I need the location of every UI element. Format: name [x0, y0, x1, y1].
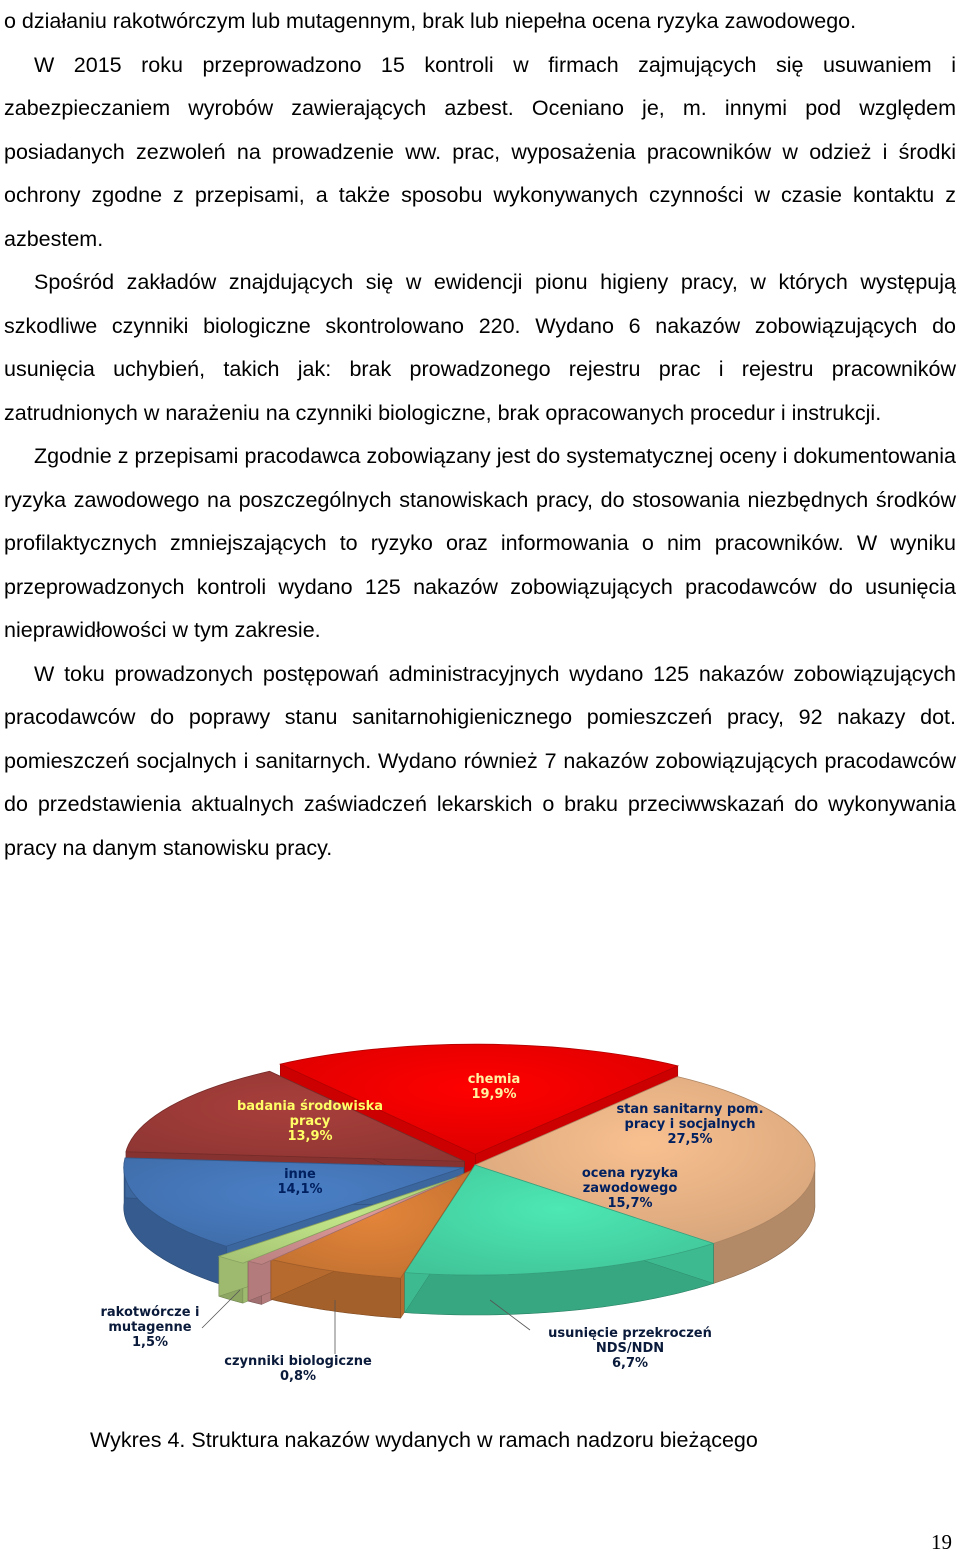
body-text	[4, 0, 956, 870]
pie-slice-label: chemia 19,9%	[467, 1072, 521, 1102]
pie-slice-label: czynniki biologiczne 0,8%	[224, 1354, 372, 1384]
paragraph: W 2015 roku przeprowadzono 15 kontroli w firmach zajmujących się usuwaniem i zabezpieczaniem wyrobów zawierających azbest. Oceniano je, m. innymi pod względem posiadanych zezwoleń na prowadzenie ww. prac, wyposażenia pracowników w odzież i środki ochrony zgodne z przepisami, a także sposobu wykonywanych czynności w czasie kontaktu z azbestem.	[4, 52, 956, 251]
paragraph: Spośród zakładów znajdujących się w ewidencji pionu higieny pracy, w których występują szkodliwe czynniki biologiczne skontrolowano 220. Wydano 6 nakazów zobowiązujących do usunięcia uchybień, takich jak: brak prowadzonego rejestru prac i rejestru pracowników zatrudnionych w narażeniu na czynniki biologiczne, brak opracowanych procedur i instrukcji.	[4, 270, 956, 425]
paragraph: W toku prowadzonych postępowań administracyjnych wydano 125 nakazów zobowiązujących pracodawców do poprawy stanu sanitarnohigienicznego pomieszczeń pracy, 92 nakazy dot. pomieszczeń socjalnych i sanitarnych. Wydano również 7 nakazów zobowiązujących pracodawców do przedstawienia aktualnych zaświadczeń lekarskich o braku przeciwwskazań do wykonywania pracy na danym stanowisku pracy.	[4, 661, 956, 860]
pie-slice-label: rakotwórcze i mutagenne 1,5%	[100, 1305, 200, 1350]
pie-slice-label: badania środowiska pracy 13,9%	[236, 1099, 384, 1144]
pie-slice-label: ocena ryzyka zawodowego 15,7%	[581, 1166, 679, 1211]
paragraph: o działaniu rakotwórczym lub mutagennym, brak lub niepełna ocena ryzyka zawodowego.	[4, 9, 857, 33]
pie-chart	[90, 1050, 960, 1410]
pie-slice-label: stan sanitarny pom. pracy i socjalnych 27,5%	[616, 1102, 764, 1147]
figure-caption: Wykres 4. Struktura nakazów wydanych w ramach nadzoru bieżącego	[90, 1428, 758, 1452]
page-number: 19	[931, 1530, 952, 1554]
paragraph: Zgodnie z przepisami pracodawca zobowiązany jest do systematycznej oceny i dokumentowania ryzyka zawodowego na poszczególnych stanowiskach pracy, do stosowania niezbędnych środków profilaktycznych zmniejszających to ryzyko oraz informowania o nim pracowników. W wyniku przeprowadzonych kontroli wydano 125 nakazów zobowiązujących pracodawców do usunięcia nieprawidłowości w tym zakresie.	[4, 444, 956, 642]
pie-slice-label: usunięcie przekroczeń NDS/NDN 6,7%	[548, 1326, 712, 1371]
pie-chart-svg	[90, 1050, 890, 1410]
pie-slice-label: inne 14,1%	[277, 1167, 323, 1197]
